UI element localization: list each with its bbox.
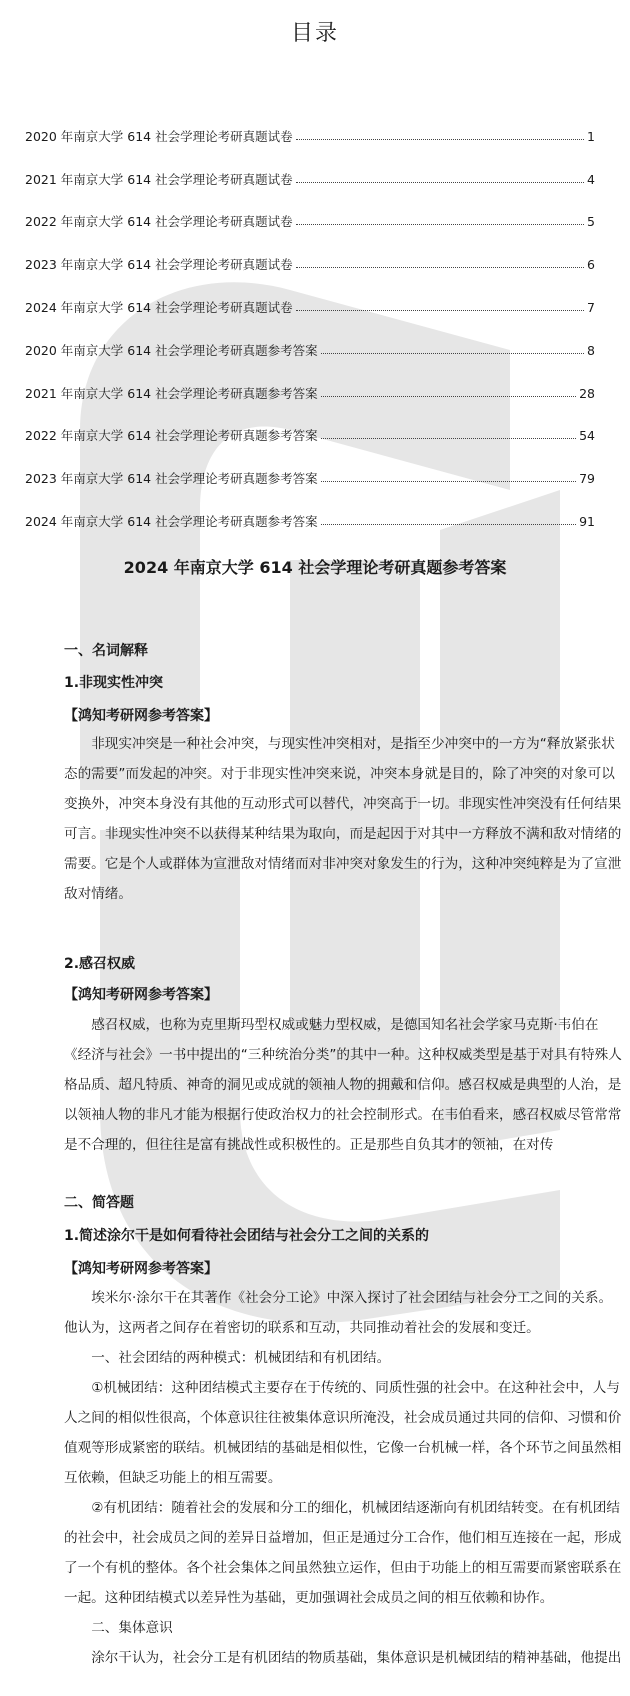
answer-paragraph: ①机械团结：这种团结模式主要存在于传统的、同质性强的社会中。在这种社会中，人与人之间的相似性很高，个体意识往往被集体意识所淹没，社会成员通过共同的信仰、习惯和价值观等形成紧密的联结。机械团结的基础是相似性，它像一台机械一样，各个环节之间虽然相互依赖，但缺乏功能上的相互需要。 [64,1380,622,1486]
table-of-contents [25,102,595,530]
toc-page-number: 8 [587,342,595,358]
toc-leader [321,523,577,525]
toc-entry-text: 2021 年南京大学 614 社会学理论考研真题试卷 [25,171,293,187]
toc-entry[interactable] [25,145,595,188]
question-title: 2.感召权威 [64,956,136,972]
toc-page-number: 54 [579,428,595,444]
document-title: 2024 年南京大学 614 社会学理论考研真题参考答案 [123,558,507,577]
toc-entry-text: 2023 年南京大学 614 社会学理论考研真题试卷 [25,257,293,273]
toc-entry-text: 2022 年南京大学 614 社会学理论考研真题参考答案 [25,428,318,444]
answer-subheading: 二、集体意识 [91,1620,173,1636]
part-heading-short-answer: 二、简答题 [64,1195,134,1211]
toc-entry-text: 2024 年南京大学 614 社会学理论考研真题试卷 [25,299,293,315]
toc-entry-text: 2021 年南京大学 614 社会学理论考研真题参考答案 [25,385,318,401]
question-title: 1.非现实性冲突 [64,675,164,691]
toc-page-number: 28 [579,385,595,401]
toc-entry-text: 2024 年南京大学 614 社会学理论考研真题参考答案 [25,513,318,529]
toc-page-number: 6 [587,257,595,273]
answer-subheading: 一、社会团结的两种模式：机械团结和有机团结。 [91,1350,391,1366]
toc-entry-text: 2023 年南京大学 614 社会学理论考研真题参考答案 [25,471,318,487]
toc-page-number: 4 [587,171,595,187]
answer-paragraph: 非现实冲突是一种社会冲突，与现实性冲突相对，是指至少冲突中的一方为“释放紧张状态的需要”而发起的冲突。对于非现实性冲突来说，冲突本身就是目的，除了冲突的对象可以变换外，冲突本身没有其他的互动形式可以替代，冲突高于一切。非现实性冲突没有任何结果可言。非现实性冲突不以获得某种结果为取向，而是起因于对其中一方释放不满和敌对情绪的需要。它是个人或群体为宣泄敌对情绪而对非冲突对象发生的行为，这种冲突纯粹是为了宣泄敌对情绪。 [64,736,622,902]
toc-entry[interactable] [25,402,595,445]
toc-leader [296,181,584,183]
toc-page-number: 7 [587,299,595,315]
toc-entry-text: 2020 年南京大学 614 社会学理论考研真题试卷 [25,128,293,144]
answer-paragraph: 感召权威，也称为克里斯玛型权威或魅力型权威，是德国知名社会学家马克斯·韦伯在《经济与社会》一书中提出的“三种统治分类”的其中一种。这种权威类型是基于对具有特殊人格品质、超凡特质、神奇的洞见或成就的领袖人物的拥戴和信仰。感召权威是典型的人治，是以领袖人物的非凡才能为根据行使政治权力的社会控制形式。在韦伯看来，感召权威尽管常常是不合理的，但往往是富有挑战性或积极性的。正是那些自负其才的领袖，在对传 [64,1017,622,1153]
toc-leader [296,138,584,140]
answer-paragraph: ②有机团结：随着社会的发展和分工的细化，机械团结逐渐向有机团结转变。在有机团结的社会中，社会成员之间的差异日益增加，但正是通过分工合作，他们相互连接在一起，形成了一个有机的整体。各个社会集体之间虽然独立运作，但由于功能上的相互需要而紧密联系在一起。这种团结模式以差异性为基础，更加强调社会成员之间的相互依赖和协作。 [64,1500,622,1606]
toc-entry[interactable] [25,359,595,402]
answer-paragraph: 埃米尔·涂尔干在其著作《社会分工论》中深入探讨了社会团结与社会分工之间的关系。他认为，这两者之间存在着密切的联系和互动，共同推动着社会的发展和变迁。 [64,1290,613,1336]
toc-page-number: 79 [579,471,595,487]
toc-leader [321,352,584,354]
answer-paragraph: 涂尔干认为，社会分工是有机团结的物质基础，集体意识是机械团结的精神基础，他提出 [91,1650,622,1666]
answer-tag: 【鸿知考研网参考答案】 [64,708,218,724]
toc-entry-text: 2022 年南京大学 614 社会学理论考研真题试卷 [25,214,293,230]
toc-title: 目录 [290,21,339,46]
toc-leader [296,309,584,311]
toc-entry[interactable] [25,487,595,530]
answer-tag: 【鸿知考研网参考答案】 [64,987,218,1003]
toc-entry[interactable] [25,273,595,316]
toc-page-number: 5 [587,214,595,230]
toc-entry[interactable] [25,102,595,145]
toc-leader [296,223,584,225]
part-heading-terms: 一、名词解释 [64,643,148,659]
toc-page-number: 1 [587,128,595,144]
toc-leader [321,395,577,397]
toc-leader [296,266,584,268]
toc-entry[interactable] [25,444,595,487]
toc-leader [321,437,577,439]
toc-entry[interactable] [25,188,595,231]
toc-entry[interactable] [25,230,595,273]
toc-page-number: 91 [579,513,595,529]
answer-tag: 【鸿知考研网参考答案】 [64,1261,218,1277]
toc-entry-text: 2020 年南京大学 614 社会学理论考研真题参考答案 [25,342,318,358]
toc-entry[interactable] [25,316,595,359]
question-title: 1.简述涂尔干是如何看待社会团结与社会分工之间的关系的 [64,1228,430,1244]
toc-leader [321,480,577,482]
